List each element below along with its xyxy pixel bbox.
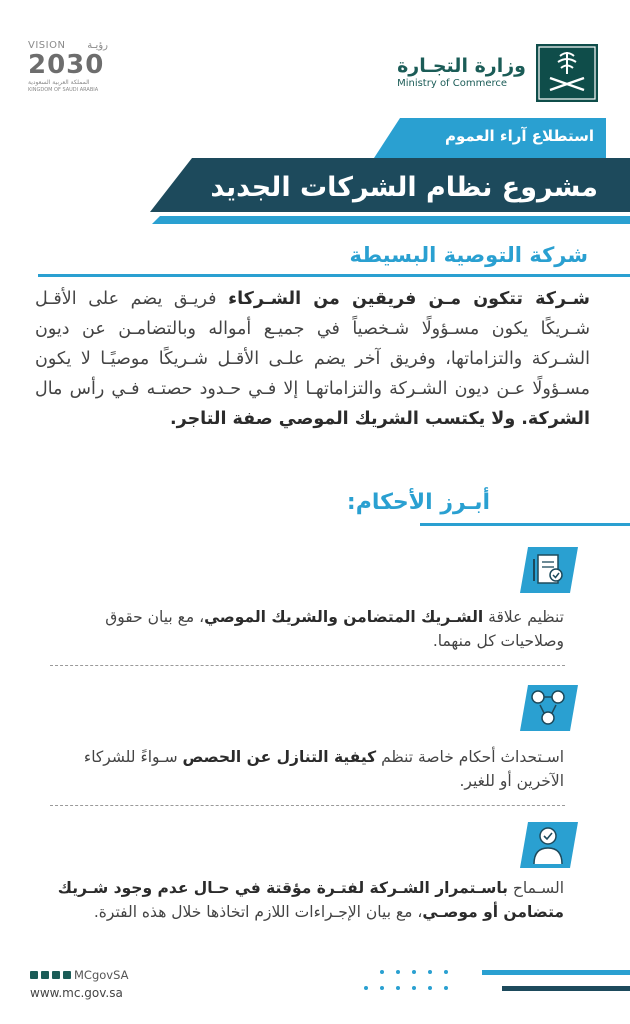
item-2-text-b: سـواءً للشركاء الآخرين أو للغير. — [83, 748, 564, 790]
item-1-text-b: ، مع بيان حقوق وصلاحيات كل منهما. — [105, 608, 564, 650]
twitter-icon[interactable] — [30, 971, 38, 979]
ministry-name — [397, 55, 526, 91]
company-title-prefix: شركة — [529, 243, 588, 267]
company-type-title — [349, 243, 588, 267]
title-banner — [150, 158, 630, 224]
ministry-name-ar: وزارة التجـارة — [397, 55, 526, 77]
survey-banner — [374, 118, 606, 158]
definition-bold-end: الشركة. ولا يكتسب الشريك الموصي صفة التاجر. — [170, 409, 590, 429]
decorative-dots — [352, 966, 630, 996]
vision-word: VISION — [28, 40, 66, 51]
item-3-bold: باسـتمرار الشـركة لفتـرة مؤقتة في حـال عدم وجود شـريك متضامن أو موصـي — [57, 879, 564, 921]
social-handles — [30, 968, 128, 982]
item-2-text-a: اسـتحداث أحكام خاصة تنظم — [376, 748, 564, 766]
survey-label: استطلاع آراء العموم — [445, 127, 594, 145]
divider — [50, 665, 565, 666]
provision-item-2 — [44, 745, 564, 793]
provision-item-3 — [44, 876, 564, 924]
item-2-bold: كيفية التنازل عن الحصص — [182, 748, 377, 766]
ministry-name-en: Ministry of Commerce — [397, 78, 508, 89]
definition-body: فريـق يضم على الأقـل شـريكًا يكون مسـؤولًا شـخصياً في جميـع أمواله وبالتضامـن عن ديون الشـركة والتزاماتها، وفريق آخر يضم علـى الأقـل شـريكًا موصيًـا لا يكون مسـؤولًا عـن ديون الشـركة والتزاماتهـا إلا فـي حـدود حصتـه فـي رأس مال — [35, 289, 590, 399]
vision-year: 2030 — [28, 50, 105, 80]
divider — [50, 805, 565, 806]
social-handle: MCgovSA — [74, 968, 129, 982]
facebook-icon[interactable] — [41, 971, 49, 979]
transfer-people-icon — [520, 685, 578, 731]
vision-kingdom-en: KINGDOM OF SAUDI ARABIA — [28, 87, 99, 93]
vision-kingdom-ar: المملكة العربية السعودية — [28, 79, 90, 86]
youtube-icon[interactable] — [63, 971, 71, 979]
saudi-emblem-icon — [536, 44, 598, 102]
definition-bold-start: شـركة تتكون مـن فريقين من الشـركاء — [228, 289, 591, 309]
instagram-icon[interactable] — [52, 971, 60, 979]
person-check-icon — [520, 822, 578, 868]
item-3-text-a: السـماح — [507, 879, 564, 897]
page-title: مشروع نظام الشركات الجديد — [210, 172, 598, 203]
website-link[interactable]: www.mc.gov.sa — [30, 986, 123, 1000]
company-definition — [35, 284, 590, 434]
item-3-text-b: ، مع بيان الإجـراءات اللازم اتخاذها خلال هذه الفترة. — [93, 903, 423, 921]
ministry-logo — [397, 44, 598, 102]
company-title-underline — [38, 274, 630, 277]
item-1-bold: الشـريك المتضامن والشريك الموصي — [204, 608, 484, 626]
document-pen-icon — [520, 547, 578, 593]
company-title-main: التوصية البسيطة — [349, 243, 523, 267]
provisions-title: أبـرز الأحكام: — [346, 490, 490, 515]
provision-item-1 — [44, 605, 564, 653]
vision-2030-logo — [28, 40, 118, 104]
vision-ar-word: رؤيـة — [87, 40, 108, 51]
provisions-underline — [420, 523, 630, 526]
item-1-text-a: تنظيم علاقة — [483, 608, 564, 626]
